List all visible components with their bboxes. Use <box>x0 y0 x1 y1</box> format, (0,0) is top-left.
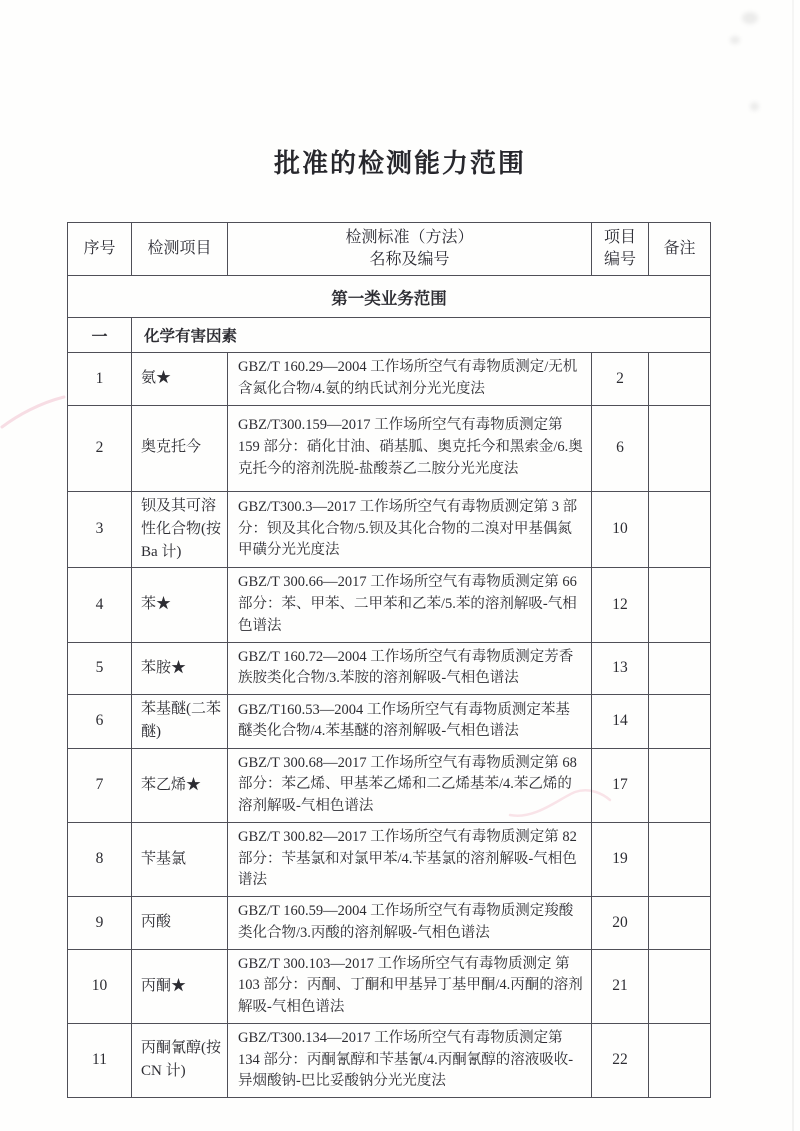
table-row <box>68 949 711 1023</box>
row-remarks <box>649 491 711 568</box>
row-item-code: 17 <box>592 748 649 822</box>
row-remarks <box>649 405 711 491</box>
table-header <box>68 223 711 276</box>
row-test-standard: GBZ/T 300.103—2017 工作场所空气有毒物质测定 第 103 部分：丙酮、丁酮和甲基异丁基甲酮/4.丙酮的溶剂解吸-气相色谱法 <box>228 949 592 1023</box>
row-item-code: 21 <box>592 949 649 1023</box>
row-test-item: 氨★ <box>132 353 228 406</box>
row-remarks <box>649 642 711 695</box>
row-item-code: 20 <box>592 897 649 950</box>
category-name: 化学有害因素 <box>132 318 711 353</box>
row-test-item: 丙酸 <box>132 897 228 950</box>
header-test-item: 检测项目 <box>132 223 228 276</box>
red-pen-mark-left <box>0 385 70 445</box>
row-test-item: 苄基氯 <box>132 822 228 896</box>
row-serial-number: 10 <box>68 949 132 1023</box>
row-remarks <box>649 568 711 642</box>
table-row <box>68 897 711 950</box>
header-row <box>68 223 711 276</box>
row-remarks <box>649 353 711 406</box>
row-remarks <box>649 897 711 950</box>
row-test-standard: GBZ/T 300.68—2017 工作场所空气有毒物质测定第 68 部分：苯乙烯、甲基苯乙烯和二乙烯基苯/4.苯乙烯的溶剂解吸-气相色谱法 <box>228 748 592 822</box>
row-serial-number: 9 <box>68 897 132 950</box>
header-item-code-line2: 编号 <box>603 251 636 268</box>
row-test-standard: GBZ/T300.159—2017 工作场所空气有毒物质测定第 159 部分：硝化甘油、硝基胍、奥克托今和黑索金/6.奥克托今的溶剂洗脱-盐酸萘乙二胺分光光度法 <box>228 405 592 491</box>
row-item-code: 22 <box>592 1023 649 1097</box>
row-remarks <box>649 1023 711 1097</box>
table-row <box>68 1023 711 1097</box>
row-item-code: 10 <box>592 491 649 568</box>
row-test-item: 苯胺★ <box>132 642 228 695</box>
row-test-standard: GBZ/T 160.29—2004 工作场所空气有毒物质测定/无机含氮化合物/4.氨的纳氏试剂分光光度法 <box>228 353 592 406</box>
header-item-code-line1: 项目 <box>603 229 636 247</box>
header-test-standard-line1: 检测标准（方法） <box>345 229 474 247</box>
row-remarks <box>649 949 711 1023</box>
row-item-code: 14 <box>592 695 649 749</box>
scan-smudge <box>750 102 759 111</box>
row-test-standard: GBZ/T160.53—2004 工作场所空气有毒物质测定苯基醚类化合物/4.苯基醚的溶剂解吸-气相色谱法 <box>228 695 592 749</box>
row-serial-number: 2 <box>68 405 132 491</box>
row-item-code: 6 <box>592 405 649 491</box>
scan-smudge <box>742 12 758 24</box>
section-title: 第一类业务范围 <box>68 276 711 318</box>
table-sections <box>68 276 711 353</box>
table-row <box>68 748 711 822</box>
row-serial-number: 6 <box>68 695 132 749</box>
row-test-item: 苯★ <box>132 568 228 642</box>
table-row <box>68 405 711 491</box>
row-item-code: 13 <box>592 642 649 695</box>
header-remarks: 备注 <box>649 223 711 276</box>
row-test-standard: GBZ/T 160.59—2004 工作场所空气有毒物质测定羧酸类化合物/3.丙酸的溶剂解吸-气相色谱法 <box>228 897 592 950</box>
row-test-standard: GBZ/T300.134—2017 工作场所空气有毒物质测定第 134 部分：丙酮氰醇和苄基氰/4.丙酮氰醇的溶液吸收-异烟酸钠-巴比妥酸钠分光光度法 <box>228 1023 592 1097</box>
row-item-code: 19 <box>592 822 649 896</box>
row-test-standard: GBZ/T 160.72—2004 工作场所空气有毒物质测定芳香族胺类化合物/3.苯胺的溶剂解吸-气相色谱法 <box>228 642 592 695</box>
row-test-standard: GBZ/T 300.66—2017 工作场所空气有毒物质测定第 66 部分：苯、甲苯、二甲苯和乙苯/5.苯的溶剂解吸-气相色谱法 <box>228 568 592 642</box>
row-item-code: 2 <box>592 353 649 406</box>
row-remarks <box>649 695 711 749</box>
capability-table <box>67 222 711 1098</box>
table-row <box>68 695 711 749</box>
page-title: 批准的检测能力范围 <box>273 148 526 178</box>
row-serial-number: 8 <box>68 822 132 896</box>
row-serial-number: 5 <box>68 642 132 695</box>
row-serial-number: 11 <box>68 1023 132 1097</box>
table-row <box>68 642 711 695</box>
header-test-standard <box>228 223 592 276</box>
row-test-standard: GBZ/T300.3—2017 工作场所空气有毒物质测定第 3 部分：钡及其化合物/5.钡及其化合物的二溴对甲基偶氮甲磺分光光度法 <box>228 491 592 568</box>
row-test-item: 苯乙烯★ <box>132 748 228 822</box>
row-serial-number: 7 <box>68 748 132 822</box>
scan-smudge <box>730 36 740 44</box>
table-body <box>68 353 711 1098</box>
header-serial-number: 序号 <box>68 223 132 276</box>
row-serial-number: 4 <box>68 568 132 642</box>
table-row <box>68 353 711 406</box>
row-test-item: 奥克托今 <box>132 405 228 491</box>
table-row <box>68 568 711 642</box>
category-row <box>68 318 711 353</box>
category-number: 一 <box>68 318 132 353</box>
row-test-item: 丙酮★ <box>132 949 228 1023</box>
row-test-item: 苯基醚(二苯醚) <box>132 695 228 749</box>
row-test-item: 钡及其可溶性化合物(按 Ba 计) <box>132 491 228 568</box>
row-remarks <box>649 822 711 896</box>
row-serial-number: 1 <box>68 353 132 406</box>
section-row <box>68 276 711 318</box>
table-row <box>68 491 711 568</box>
table-row <box>68 822 711 896</box>
row-test-standard: GBZ/T 300.82—2017 工作场所空气有毒物质测定第 82 部分：苄基氯和对氯甲苯/4.苄基氯的溶剂解吸-气相色谱法 <box>228 822 592 896</box>
header-item-code <box>592 223 649 276</box>
row-test-item: 丙酮氰醇(按 CN 计) <box>132 1023 228 1097</box>
header-test-standard-line2: 名称及编号 <box>369 251 450 268</box>
row-remarks <box>649 748 711 822</box>
row-serial-number: 3 <box>68 491 132 568</box>
row-item-code: 12 <box>592 568 649 642</box>
